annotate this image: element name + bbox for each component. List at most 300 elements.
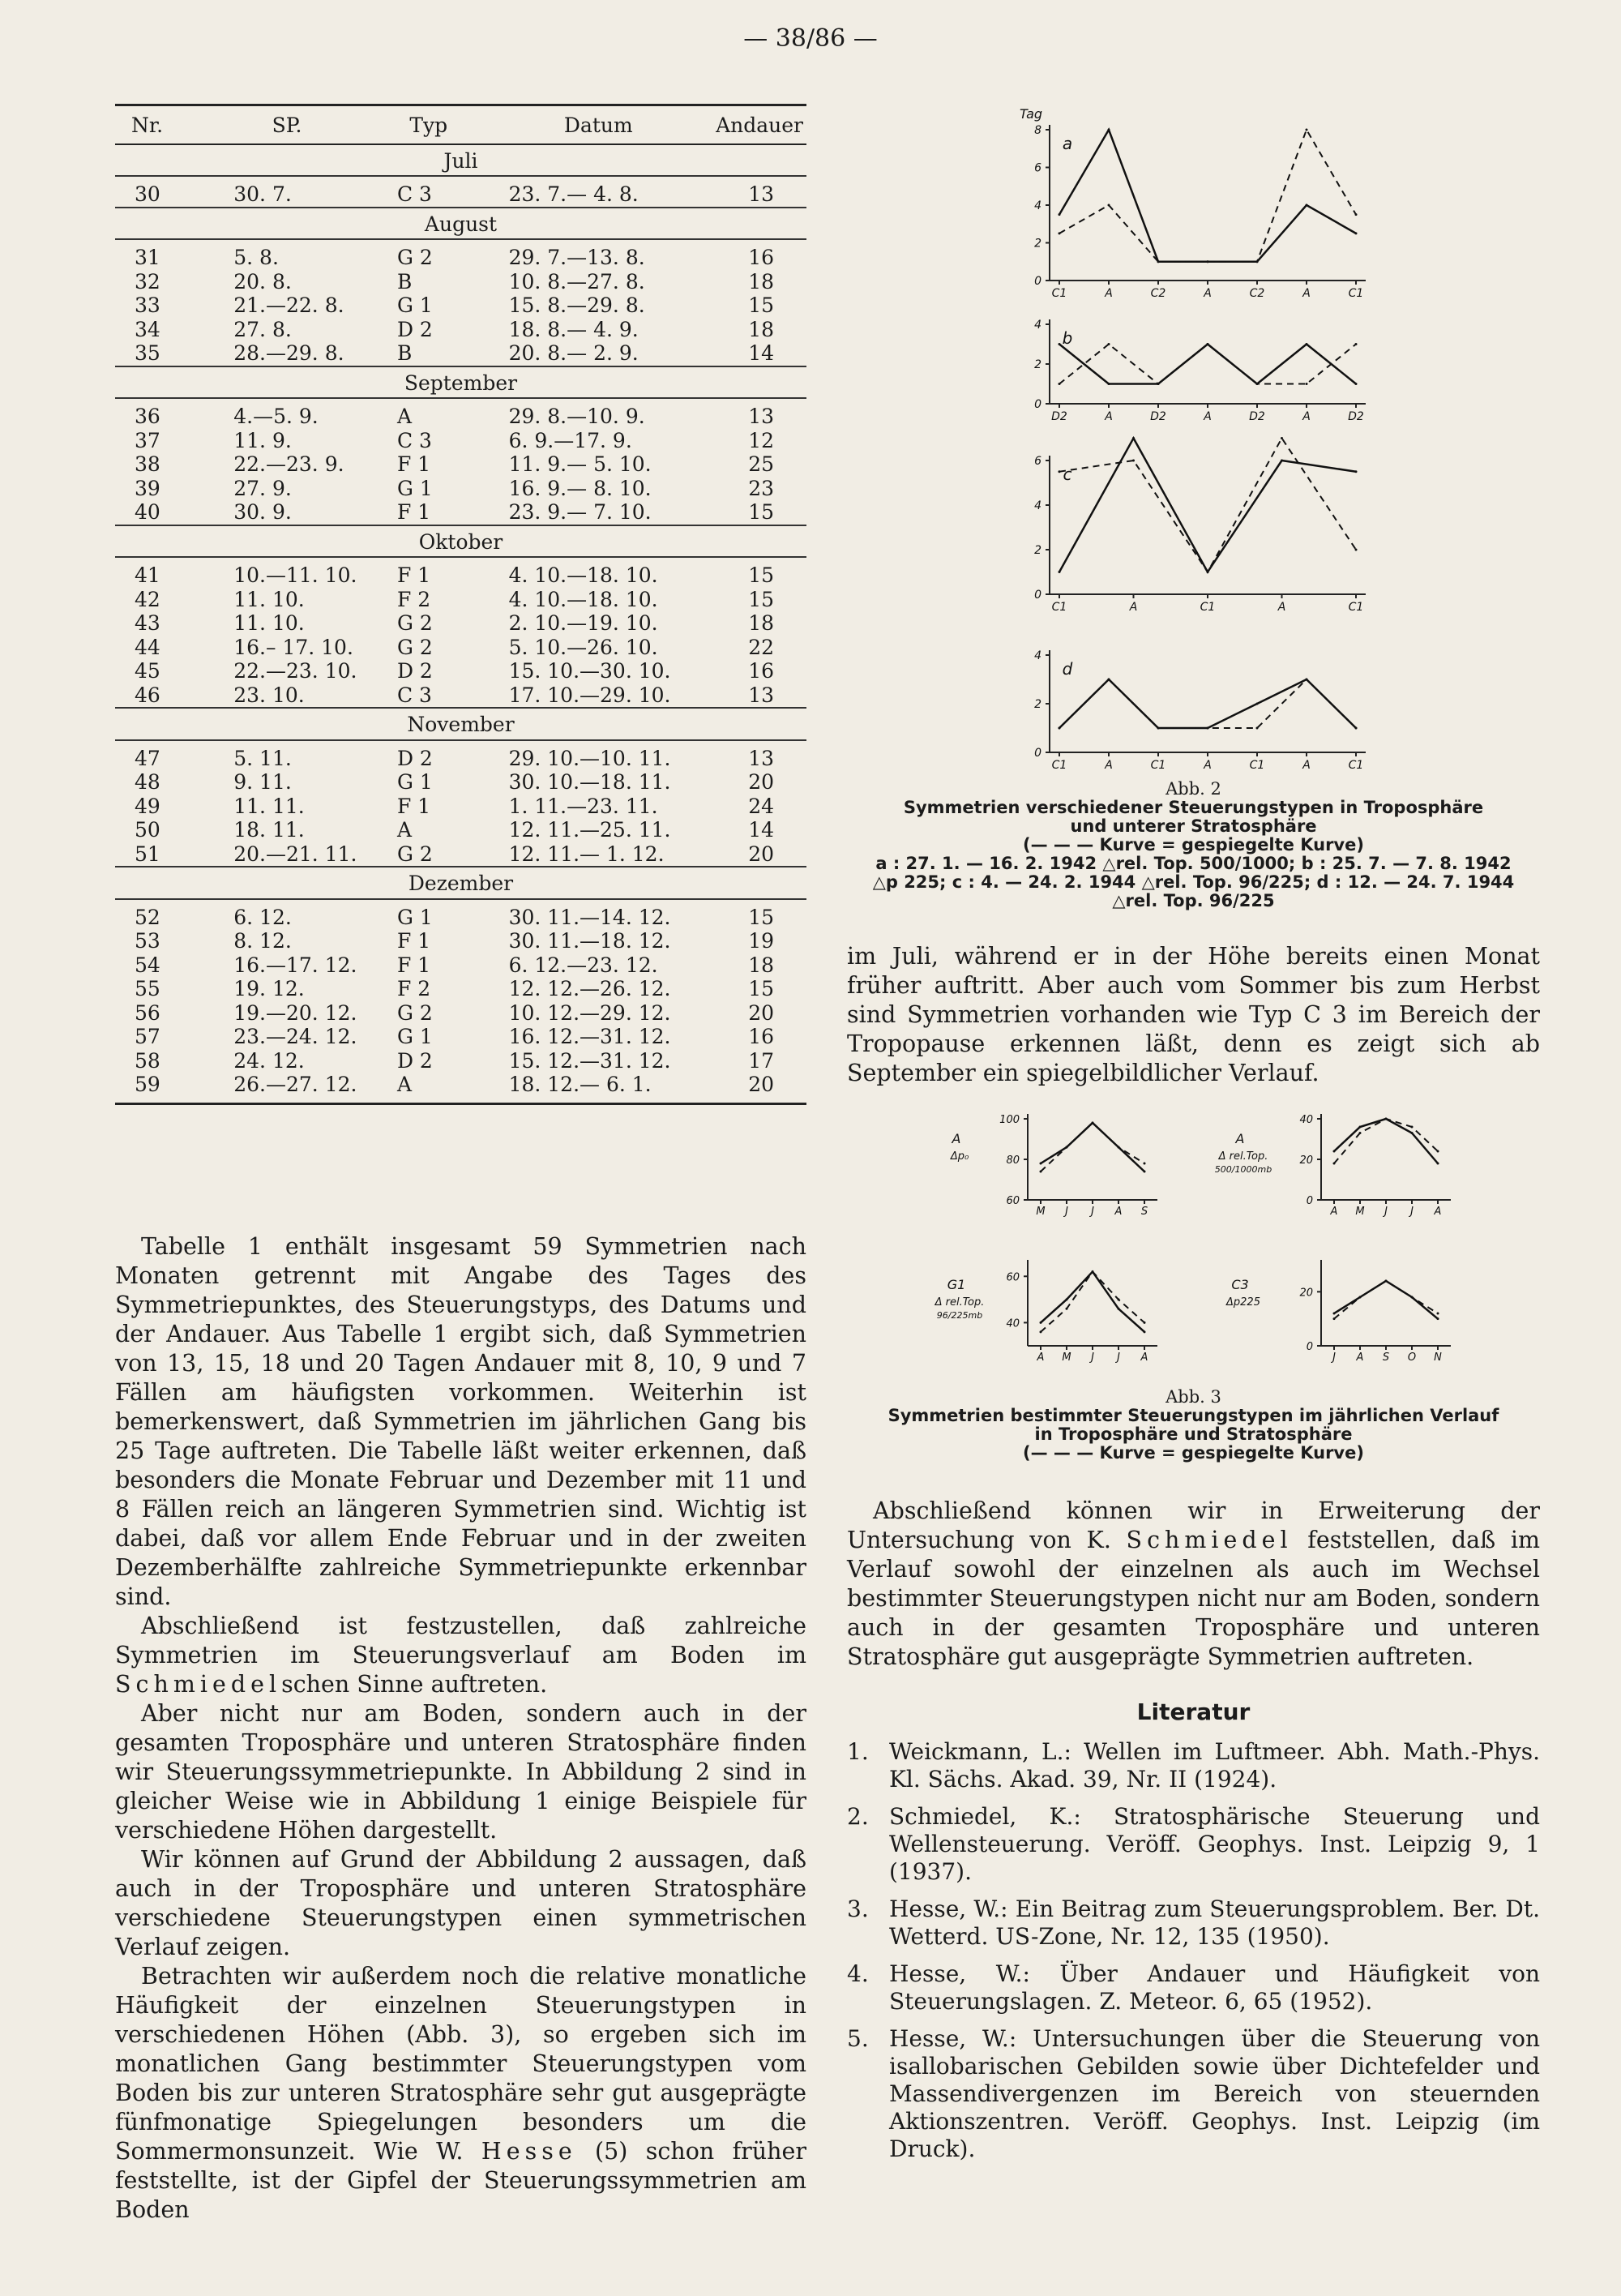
y-tick-label: 0 — [1034, 589, 1041, 602]
x-tick-label: J — [1410, 1206, 1414, 1218]
cell-typ: C 3 — [396, 182, 432, 206]
y-tick-label: 40 — [1006, 1317, 1020, 1330]
cell-typ: D 2 — [396, 659, 433, 683]
reference-text: Hesse, W.: Untersuchungen über die Steuerung von isallobarischen Gebilden sowie über Dichtefelder und Massendivergenzen im Bereich von steuernden Aktionszentren. Veröff. Geophys. Inst. Leipzig (im Druck). — [889, 2025, 1540, 2162]
cell-andauer: 18 — [748, 317, 774, 341]
panel-level-label: 96/225mb — [936, 1310, 983, 1321]
cell-andauer: 13 — [748, 182, 774, 206]
y-tick-label: 4 — [1034, 499, 1041, 512]
cell-andauer: 18 — [748, 953, 774, 977]
cell-sp: 19. 12. — [233, 977, 305, 1000]
paragraph: Aber nicht nur am Boden, sondern auch in der gesamten Troposphäre und unteren Stratosphäre finden wir Steuerungssymmetriepunkte. In Abbildung 2 sind in gleicher Weise wie in Abbildung 1 einige Beispiele für verschiedene Höhen dargestellt. — [115, 1700, 806, 1844]
text-span: Betrachten wir außerdem noch die relative monatliche Häufigkeit der einzelnen Steuerungstypen in verschiedenen Höhen (Abb. 3), so ergeben sich im monatlichen Gang bestimmter Steuerungstypen vom Boden bis zur unteren Stratosphäre sehr gut ausgeprägte fünfmonatige Spiegelungen besonders um die Sommermonsunzeit. Wie W. — [115, 1963, 806, 2165]
table-row — [115, 740, 806, 771]
month-row — [115, 867, 806, 899]
cell-nr: 39 — [135, 476, 160, 500]
x-tick-label: A — [1204, 287, 1212, 300]
y-tick-label: 0 — [1034, 747, 1041, 760]
cell-nr: 54 — [135, 953, 160, 977]
table-row — [115, 341, 806, 366]
cell-typ: F 1 — [396, 953, 431, 977]
y-tick-label: 0 — [1034, 398, 1041, 411]
data-point — [1207, 343, 1209, 345]
author-name: Hesse — [481, 2138, 577, 2165]
table-row — [115, 477, 806, 501]
cell-typ: G 2 — [396, 246, 433, 269]
header-andauer: Andauer — [712, 105, 806, 144]
y-tick-label: 80 — [1006, 1154, 1020, 1167]
cell-nr: 36 — [135, 405, 160, 428]
cell-sp: 20.—21. 11. — [233, 842, 357, 866]
month-label: September — [115, 366, 806, 399]
cell-andauer: 22 — [748, 635, 774, 659]
cell-typ: G 1 — [396, 476, 433, 500]
cell-nr: 32 — [135, 269, 160, 293]
y-tick-label: 4 — [1034, 319, 1041, 332]
cell-typ: D 2 — [396, 1048, 433, 1073]
cell-andauer: 15 — [748, 500, 774, 524]
cell-typ: F 1 — [396, 563, 431, 587]
x-tick-label: A — [1434, 1206, 1442, 1218]
cell-sp: 6. 12. — [233, 905, 292, 929]
x-tick-label: A — [1140, 1351, 1148, 1364]
cell-andauer: 24 — [748, 794, 774, 818]
cell-nr: 44 — [135, 635, 160, 659]
data-point — [1333, 1313, 1336, 1315]
mirrored-series-line — [1041, 1123, 1144, 1172]
cell-datum: 10. 8.—27. 8. — [508, 269, 645, 293]
data-point — [1207, 727, 1209, 730]
cell-nr: 46 — [135, 683, 160, 707]
x-tick-label: A — [1302, 759, 1311, 772]
data-point — [1355, 549, 1358, 551]
cell-datum: 18. 8.— 4. 9. — [508, 317, 639, 341]
cell-typ: G 1 — [396, 905, 433, 929]
data-point — [1040, 1171, 1042, 1173]
cell-andauer: 20 — [748, 1000, 774, 1025]
cell-datum: 15. 8.—29. 8. — [508, 293, 645, 317]
cell-andauer: 15 — [748, 977, 774, 1000]
x-tick-label: C1 — [1051, 287, 1067, 300]
cell-datum: 12. 12.—26. 12. — [508, 977, 671, 1000]
cell-andauer: 15 — [748, 905, 774, 929]
cell-typ: B — [396, 341, 413, 365]
table-row — [115, 239, 806, 270]
y-tick-label: 6 — [1034, 161, 1041, 175]
cell-typ: G 2 — [396, 611, 433, 635]
cell-andauer: 19 — [748, 929, 774, 953]
data-point — [1306, 343, 1308, 345]
right-column-text-1 — [847, 942, 1540, 1088]
cell-sp: 16.—17. 12. — [233, 953, 357, 977]
table-row — [115, 795, 806, 819]
cell-typ: B — [396, 269, 413, 293]
paragraph — [115, 1612, 806, 1699]
cell-datum: 29. 10.—10. 11. — [508, 746, 671, 770]
x-tick-label: C1 — [1051, 601, 1067, 614]
cell-typ: D 2 — [396, 746, 433, 770]
cell-andauer: 17 — [748, 1048, 774, 1073]
cell-nr: 31 — [135, 246, 160, 269]
data-point — [1359, 1126, 1362, 1129]
cell-sp: 30. 9. — [233, 500, 292, 524]
data-point — [1040, 1321, 1042, 1324]
cell-datum: 30. 11.—18. 12. — [508, 929, 671, 953]
table-row — [115, 977, 806, 1001]
table-row — [115, 659, 806, 683]
cell-andauer: 25 — [748, 452, 774, 476]
cell-nr: 45 — [135, 659, 160, 683]
x-tick-label: O — [1407, 1351, 1417, 1364]
data-point — [1157, 260, 1160, 263]
y-tick-label: 4 — [1034, 649, 1041, 662]
cell-datum: 23. 9.— 7. 10. — [508, 500, 652, 524]
y-tick-label: 0 — [1306, 1195, 1313, 1207]
reference-item — [847, 1738, 1540, 1793]
series-line — [1041, 1123, 1144, 1172]
table-row — [115, 176, 806, 208]
cell-sp: 22.—23. 10. — [233, 659, 357, 683]
cell-sp: 23.—24. 12. — [233, 1025, 357, 1048]
table-row — [115, 1049, 806, 1073]
x-tick-label: A — [1330, 1206, 1338, 1218]
table-row — [115, 398, 806, 429]
data-point — [1040, 1330, 1042, 1333]
cell-datum: 12. 11.—25. 11. — [508, 818, 671, 842]
cell-nr: 50 — [135, 818, 160, 842]
cell-nr: 59 — [115, 1073, 201, 1103]
table-row — [115, 318, 806, 342]
reference-number: 4. — [847, 1960, 869, 1987]
x-tick-label: D2 — [1051, 410, 1067, 423]
panel-quantity-label: Δp225 — [1226, 1296, 1260, 1309]
y-tick-label: 2 — [1034, 544, 1041, 557]
data-point — [1256, 703, 1259, 705]
x-tick-label: C1 — [1249, 759, 1265, 772]
cell-typ: C 3 — [396, 428, 432, 452]
cell-typ: A — [373, 1073, 485, 1103]
cell-datum: 4. 10.—18. 10. — [508, 563, 658, 587]
cell-nr: 56 — [135, 1000, 160, 1025]
cell-sp: 30. 7. — [233, 182, 292, 206]
x-tick-label: A — [1105, 410, 1113, 423]
cell-typ: G 2 — [396, 1000, 433, 1025]
cell-andauer: 13 — [748, 405, 774, 428]
right-column-text-2 — [847, 1497, 1540, 1672]
x-tick-label: A — [1356, 1351, 1364, 1364]
x-tick-label: A — [1277, 601, 1286, 614]
mirrored-series-line — [1041, 1272, 1144, 1332]
cell-sp: 23. 10. — [233, 683, 305, 707]
x-tick-label: C1 — [1150, 759, 1166, 772]
cell-sp: 11. 10. — [233, 587, 305, 611]
cell-typ: F 2 — [396, 977, 431, 1000]
cell-datum: 10. 12.—29. 12. — [508, 1000, 671, 1025]
y-tick-label: 0 — [1306, 1341, 1313, 1353]
reference-item — [847, 1895, 1540, 1951]
data-point — [1118, 1298, 1120, 1300]
cell-andauer: 14 — [748, 341, 774, 365]
figure-3 — [924, 1103, 1483, 1378]
month-label: August — [115, 208, 806, 240]
left-column-text — [115, 1232, 806, 2225]
y-tick-label: 40 — [1299, 1114, 1313, 1126]
reference-list — [847, 1738, 1540, 2163]
y-tick-label: 6 — [1034, 455, 1041, 468]
cell-sp: 21.—22. 8. — [233, 293, 344, 317]
cell-datum: 6. 12.—23. 12. — [508, 953, 658, 977]
x-tick-label: A — [1302, 287, 1311, 300]
cell-andauer: 20 — [712, 1073, 806, 1103]
cell-datum: 1. 11.—23. 11. — [508, 794, 658, 818]
cell-nr: 57 — [135, 1025, 160, 1048]
author-name: Schmiedel — [1126, 1527, 1293, 1553]
data-point — [1108, 343, 1110, 345]
table-row — [115, 588, 806, 612]
cell-datum: 2. 10.—19. 10. — [508, 611, 658, 635]
caption-line: △rel. Top. 96/225 — [1112, 891, 1275, 910]
cell-nr: 48 — [135, 770, 160, 794]
cell-datum: 30. 10.—18. 11. — [508, 770, 671, 794]
cell-datum: 15. 10.—30. 10. — [508, 659, 671, 683]
data-point — [1207, 571, 1209, 573]
reference-number: 3. — [847, 1895, 869, 1922]
x-tick-label: C1 — [1051, 759, 1067, 772]
caption-line: (— — — Kurve = gespiegelte Kurve) — [1023, 1443, 1364, 1463]
data-point — [1385, 1118, 1388, 1120]
cell-sp: 22.—23. 9. — [233, 452, 344, 476]
x-tick-label: A — [1302, 410, 1311, 423]
cell-sp: 19.—20. 12. — [233, 1000, 357, 1025]
data-point — [1256, 727, 1259, 730]
cell-sp: 20. 8. — [233, 269, 292, 293]
data-point — [1385, 1280, 1388, 1283]
cell-sp: 27. 8. — [233, 317, 292, 341]
mirrored-series-line — [1059, 345, 1356, 384]
x-tick-label: S — [1382, 1351, 1390, 1364]
x-tick-label: M — [1036, 1206, 1046, 1218]
data-point — [1108, 383, 1110, 385]
data-point — [1059, 383, 1061, 385]
symmetry-table — [115, 104, 806, 1105]
month-label: November — [115, 708, 806, 740]
cell-sp: 11. 9. — [233, 428, 292, 452]
data-point — [1437, 1313, 1439, 1315]
cell-datum: 29. 8.—10. 9. — [508, 405, 645, 428]
data-point — [1092, 1270, 1094, 1273]
reference-text: Schmiedel, K.: Stratosphärische Steuerung und Wellensteuerung. Veröff. Geophys. Inst. Leipzig 9, 1 (1937). — [889, 1803, 1540, 1885]
caption-line: in Troposphäre und Stratosphäre — [1034, 1424, 1353, 1444]
series-line — [1059, 345, 1356, 384]
x-tick-label: C1 — [1348, 759, 1364, 772]
data-point — [1411, 1296, 1414, 1299]
x-tick-label: C2 — [1150, 287, 1166, 300]
cell-typ: F 1 — [396, 794, 431, 818]
cell-datum: 16. 9.— 8. 10. — [508, 476, 652, 500]
series-line — [1334, 1281, 1438, 1319]
series-line — [1059, 439, 1356, 572]
reference-number: 1. — [847, 1738, 869, 1765]
cell-sp: 24. 12. — [233, 1048, 305, 1073]
cell-nr: 49 — [135, 794, 160, 818]
cell-andauer: 15 — [748, 293, 774, 317]
data-point — [1040, 1163, 1042, 1165]
mirrored-series-line — [1059, 130, 1356, 262]
data-point — [1144, 1330, 1146, 1333]
month-row — [115, 708, 806, 740]
header-nr: Nr. — [115, 105, 201, 144]
cell-andauer: 20 — [748, 842, 774, 866]
reference-text: Weickmann, L.: Wellen im Luftmeer. Abh. Math.-Phys. Kl. Sächs. Akad. 39, Nr. II (1924). — [889, 1738, 1540, 1793]
series-line — [1334, 1119, 1438, 1163]
data-point — [1108, 204, 1110, 207]
cell-andauer: 14 — [748, 818, 774, 842]
month-label: Juli — [115, 144, 806, 177]
data-point — [1281, 437, 1283, 439]
table-row — [115, 611, 806, 636]
table-header-row — [115, 105, 806, 144]
paragraph — [115, 1962, 806, 2225]
figure-3-title: Abb. 3 — [1165, 1387, 1221, 1407]
table-row — [115, 1001, 806, 1026]
data-point — [1411, 1132, 1414, 1134]
cell-typ: F 1 — [396, 452, 431, 476]
cell-typ: G 1 — [396, 1025, 433, 1048]
data-point — [1157, 383, 1160, 385]
x-tick-label: D2 — [1348, 410, 1364, 423]
panel-letter: d — [1062, 659, 1073, 679]
cell-typ: A — [396, 818, 412, 842]
cell-nr: 33 — [135, 293, 160, 317]
cell-datum: 12. 11.— 1. 12. — [508, 842, 665, 866]
literature-heading: Literatur — [1136, 1698, 1251, 1725]
data-point — [1355, 470, 1358, 473]
cell-datum: 6. 9.—17. 9. — [508, 428, 632, 452]
cell-typ: G 2 — [396, 635, 433, 659]
data-point — [1066, 1298, 1068, 1300]
cell-nr: 55 — [135, 977, 160, 1000]
data-point — [1306, 129, 1308, 131]
paragraph — [847, 1497, 1540, 1672]
data-point — [1256, 383, 1259, 385]
data-point — [1411, 1126, 1414, 1129]
data-point — [1066, 1146, 1068, 1149]
data-point — [1437, 1163, 1439, 1165]
y-tick-label: 100 — [999, 1114, 1020, 1126]
month-label: Dezember — [115, 867, 806, 899]
reference-number: 5. — [847, 2025, 869, 2052]
table-row — [115, 452, 806, 477]
data-point — [1066, 1308, 1068, 1310]
x-tick-label: J — [1091, 1206, 1094, 1218]
cell-sp: 16.– 17. 10. — [233, 635, 353, 659]
text-span: feststellen, daß im Verlauf sowohl der einzelnen als auch im Wechsel bestimmter Steuerungstypen nicht nur am Boden, sondern auch in der gesamten Troposphäre und unteren Stratosphäre gut ausgeprägte Symmetrien auftreten. — [847, 1527, 1540, 1670]
panel-level-label: 500/1000mb — [1214, 1164, 1272, 1175]
y-tick-label: 0 — [1034, 275, 1041, 288]
cell-andauer: 23 — [748, 476, 774, 500]
x-tick-label: C2 — [1249, 287, 1265, 300]
text-span: schen Sinne auftreten. — [281, 1671, 548, 1698]
paragraph: Wir können auf Grund der Abbildung 2 aussagen, daß auch in der Troposphäre und unteren Stratosphäre verschiedene Steuerungstypen einen symmetrischen Verlauf zeigen. — [115, 1846, 806, 1960]
cell-andauer: 13 — [748, 746, 774, 770]
cell-andauer: 16 — [748, 246, 774, 269]
data-point — [1132, 437, 1135, 439]
cell-sp: 11. 10. — [233, 611, 305, 635]
data-point — [1059, 213, 1061, 216]
data-point — [1437, 1317, 1439, 1320]
panel-type-label: A — [1235, 1131, 1245, 1146]
y-axis-label: Tag — [1019, 106, 1043, 122]
figure-3-caption — [847, 1388, 1540, 1463]
cell-datum: 11. 9.— 5. 10. — [508, 452, 652, 476]
cell-sp: 28.—29. 8. — [233, 341, 344, 365]
cell-nr: 30 — [135, 182, 160, 206]
x-tick-label: A — [1105, 759, 1113, 772]
y-tick-label: 20 — [1299, 1154, 1313, 1167]
data-point — [1108, 679, 1110, 681]
data-point — [1355, 213, 1358, 216]
cell-nr: 38 — [135, 452, 160, 476]
data-point — [1256, 260, 1259, 263]
data-point — [1144, 1171, 1146, 1173]
table-row — [115, 953, 806, 978]
data-point — [1207, 260, 1209, 263]
y-tick-label: 60 — [1006, 1271, 1020, 1284]
x-tick-label: N — [1434, 1351, 1442, 1364]
data-point — [1281, 460, 1283, 462]
cell-datum: 5. 10.—26. 10. — [508, 635, 658, 659]
y-tick-label: 4 — [1034, 199, 1041, 212]
cell-datum: 15. 12.—31. 12. — [508, 1048, 671, 1073]
cell-datum: 23. 7.— 4. 8. — [508, 182, 639, 206]
cell-andauer: 15 — [748, 563, 774, 587]
cell-nr: 41 — [135, 563, 160, 587]
data-point — [1437, 1150, 1439, 1153]
cell-typ: G 1 — [396, 293, 433, 317]
x-tick-label: A — [1037, 1351, 1045, 1364]
data-point — [1144, 1163, 1146, 1165]
cell-nr: 53 — [135, 929, 160, 953]
cell-datum: 20. 8.— 2. 9. — [508, 341, 639, 365]
table-row — [115, 929, 806, 953]
series-line — [1041, 1272, 1144, 1332]
cell-andauer: 12 — [748, 428, 774, 452]
cell-andauer: 18 — [748, 269, 774, 293]
cell-typ: F 1 — [396, 929, 431, 953]
table-row — [115, 770, 806, 795]
caption-line: a : 27. 1. — 16. 2. 1942 △rel. Top. 500/1000; b : 25. 7. — 7. 8. 1942 — [875, 854, 1512, 873]
table-row — [115, 270, 806, 294]
cell-nr: 40 — [135, 500, 160, 524]
data-point — [1059, 232, 1061, 234]
reference-number: 2. — [847, 1803, 869, 1830]
table-row — [115, 429, 806, 453]
cell-nr: 37 — [135, 428, 160, 452]
data-point — [1059, 470, 1061, 473]
month-row — [115, 208, 806, 240]
data-point — [1355, 232, 1358, 234]
data-point — [1359, 1132, 1362, 1134]
panel-quantity-label: Δ rel.Top. — [935, 1296, 985, 1309]
cell-andauer: 15 — [748, 587, 774, 611]
y-tick-label: 8 — [1034, 124, 1041, 137]
panel-quantity-label: Δ rel.Top. — [1218, 1150, 1268, 1163]
cell-andauer: 16 — [748, 659, 774, 683]
cell-datum: 16. 12.—31. 12. — [508, 1025, 671, 1048]
y-tick-label: 20 — [1299, 1287, 1313, 1300]
reference-text: Hesse, W.: Ein Beitrag zum Steuerungsproblem. Ber. Dt. Wetterd. US-Zone, Nr. 12, 135 (1950). — [889, 1895, 1540, 1950]
caption-line: △p 225; c : 4. — 24. 2. 1944 △rel. Top. 96/225; d : 12. — 24. 7. 1944 — [872, 872, 1515, 892]
